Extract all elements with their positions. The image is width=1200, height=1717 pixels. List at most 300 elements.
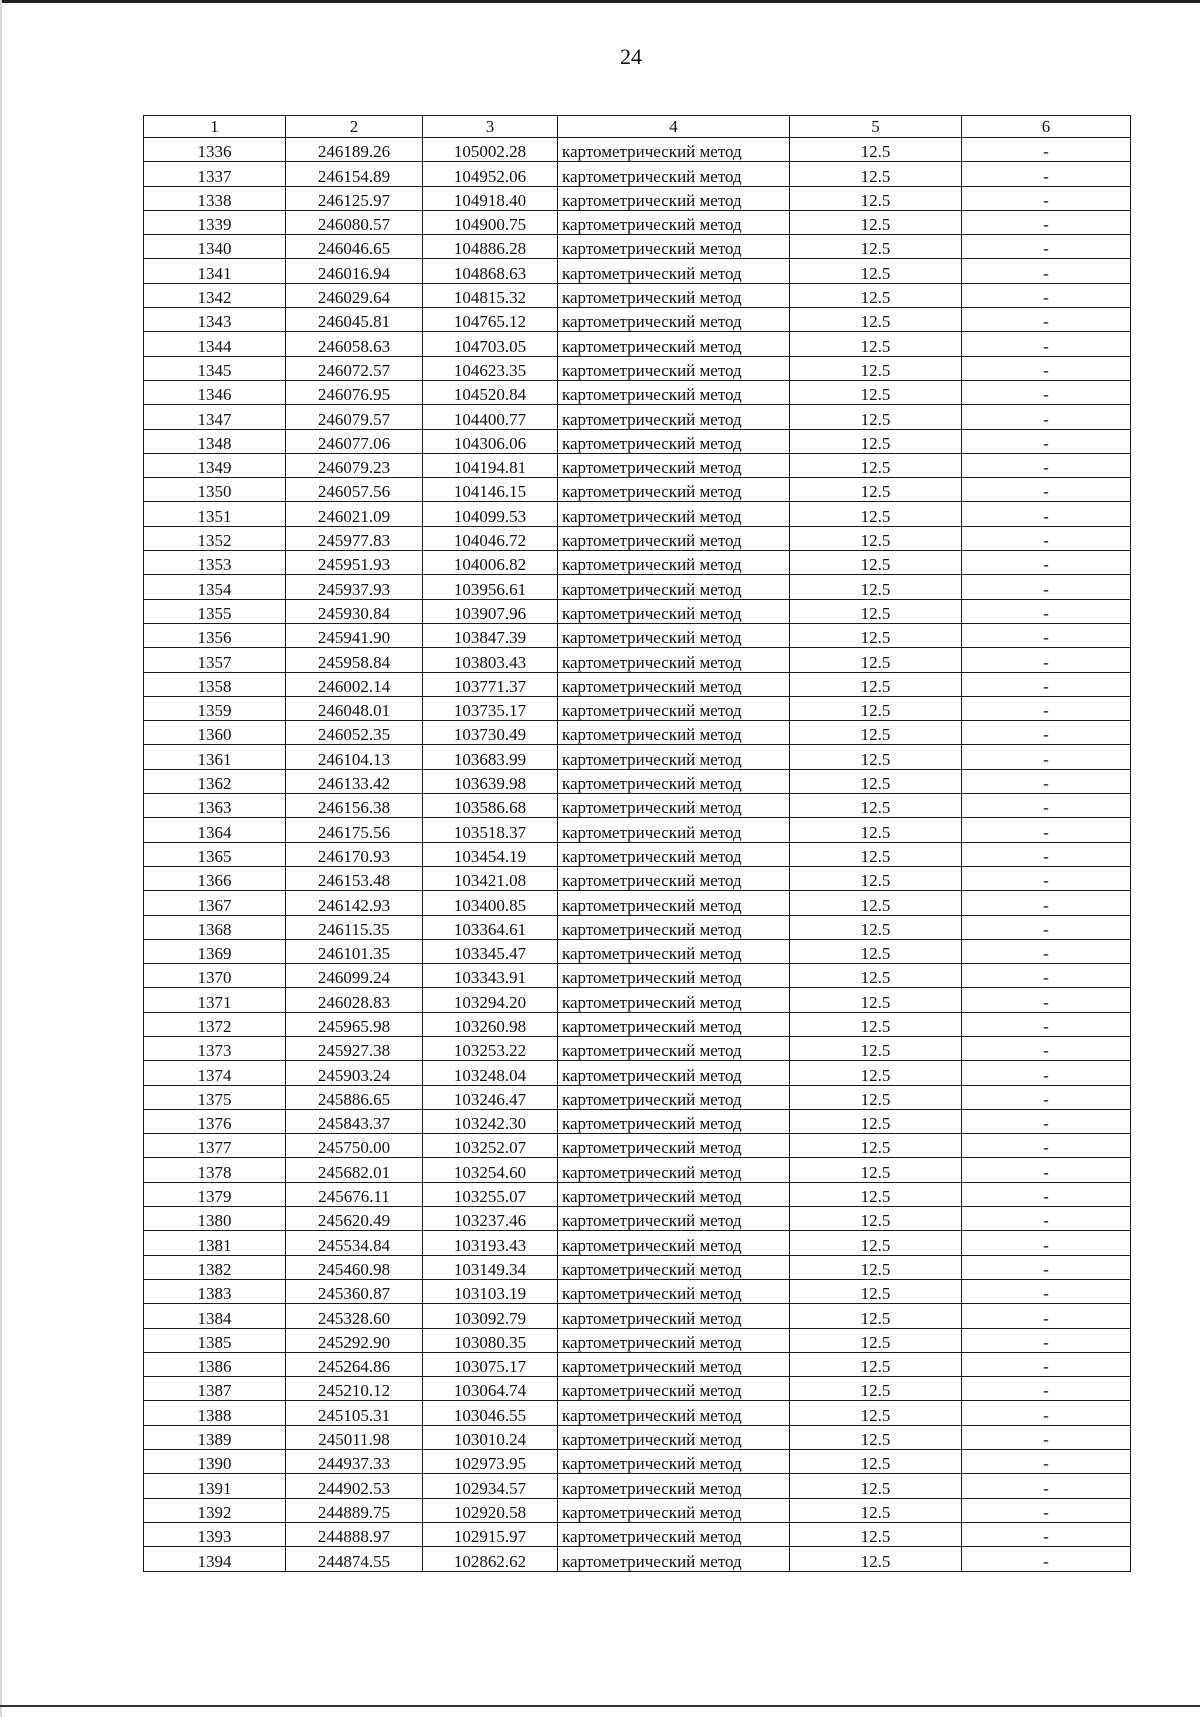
y-coordinate-cell: 104900.75 xyxy=(423,210,558,234)
note-cell: - xyxy=(962,210,1131,234)
point-number-cell: 1389 xyxy=(144,1425,286,1449)
table-row xyxy=(144,696,1131,720)
table-row xyxy=(144,429,1131,453)
point-number-cell: 1382 xyxy=(144,1255,286,1279)
table-row xyxy=(144,356,1131,380)
accuracy-cell: 12.5 xyxy=(790,1450,962,1474)
x-coordinate-cell: 245930.84 xyxy=(286,599,423,623)
note-cell: - xyxy=(962,842,1131,866)
note-cell: - xyxy=(962,502,1131,526)
x-coordinate-cell: 245682.01 xyxy=(286,1158,423,1182)
x-coordinate-cell: 246072.57 xyxy=(286,356,423,380)
y-coordinate-cell: 103103.19 xyxy=(423,1279,558,1303)
point-number-cell: 1385 xyxy=(144,1328,286,1352)
x-coordinate-cell: 245105.31 xyxy=(286,1401,423,1425)
y-coordinate-cell: 103956.61 xyxy=(423,575,558,599)
note-cell: - xyxy=(962,1279,1131,1303)
table-row xyxy=(144,1207,1131,1231)
method-cell: картометрический метод xyxy=(558,599,790,623)
method-cell: картометрический метод xyxy=(558,721,790,745)
accuracy-cell: 12.5 xyxy=(790,988,962,1012)
x-coordinate-cell: 244937.33 xyxy=(286,1450,423,1474)
note-cell: - xyxy=(962,1522,1131,1546)
note-cell: - xyxy=(962,1207,1131,1231)
x-coordinate-cell: 245750.00 xyxy=(286,1134,423,1158)
note-cell: - xyxy=(962,138,1131,162)
table-row xyxy=(144,1182,1131,1206)
x-coordinate-cell: 245264.86 xyxy=(286,1352,423,1376)
table-row xyxy=(144,502,1131,526)
table-row xyxy=(144,672,1131,696)
table-row xyxy=(144,1134,1131,1158)
method-cell: картометрический метод xyxy=(558,1377,790,1401)
method-cell: картометрический метод xyxy=(558,1158,790,1182)
point-number-cell: 1348 xyxy=(144,429,286,453)
y-coordinate-cell: 103847.39 xyxy=(423,623,558,647)
table-row xyxy=(144,1109,1131,1133)
method-cell: картометрический метод xyxy=(558,988,790,1012)
point-number-cell: 1342 xyxy=(144,283,286,307)
accuracy-cell: 12.5 xyxy=(790,1425,962,1449)
accuracy-cell: 12.5 xyxy=(790,648,962,672)
accuracy-cell: 12.5 xyxy=(790,866,962,890)
y-coordinate-cell: 103730.49 xyxy=(423,721,558,745)
table-row xyxy=(144,818,1131,842)
accuracy-cell: 12.5 xyxy=(790,1036,962,1060)
point-number-cell: 1338 xyxy=(144,186,286,210)
y-coordinate-cell: 104400.77 xyxy=(423,405,558,429)
y-coordinate-cell: 103345.47 xyxy=(423,939,558,963)
header-cell: 4 xyxy=(558,116,790,138)
note-cell: - xyxy=(962,186,1131,210)
point-number-cell: 1350 xyxy=(144,478,286,502)
method-cell: картометрический метод xyxy=(558,1498,790,1522)
y-coordinate-cell: 104703.05 xyxy=(423,332,558,356)
accuracy-cell: 12.5 xyxy=(790,453,962,477)
accuracy-cell: 12.5 xyxy=(790,429,962,453)
method-cell: картометрический метод xyxy=(558,478,790,502)
note-cell: - xyxy=(962,575,1131,599)
method-cell: картометрический метод xyxy=(558,623,790,647)
x-coordinate-cell: 246101.35 xyxy=(286,939,423,963)
method-cell: картометрический метод xyxy=(558,526,790,550)
x-coordinate-cell: 246142.93 xyxy=(286,891,423,915)
point-number-cell: 1365 xyxy=(144,842,286,866)
note-cell: - xyxy=(962,1085,1131,1109)
accuracy-cell: 12.5 xyxy=(790,235,962,259)
point-number-cell: 1375 xyxy=(144,1085,286,1109)
method-cell: картометрический метод xyxy=(558,1085,790,1109)
table-row xyxy=(144,648,1131,672)
point-number-cell: 1392 xyxy=(144,1498,286,1522)
x-coordinate-cell: 245941.90 xyxy=(286,623,423,647)
note-cell: - xyxy=(962,794,1131,818)
point-number-cell: 1336 xyxy=(144,138,286,162)
x-coordinate-cell: 245360.87 xyxy=(286,1279,423,1303)
y-coordinate-cell: 103248.04 xyxy=(423,1061,558,1085)
table-row xyxy=(144,138,1131,162)
note-cell: - xyxy=(962,696,1131,720)
table-row xyxy=(144,1547,1131,1571)
point-number-cell: 1347 xyxy=(144,405,286,429)
table-row xyxy=(144,1279,1131,1303)
method-cell: картометрический метод xyxy=(558,1401,790,1425)
accuracy-cell: 12.5 xyxy=(790,696,962,720)
table-row xyxy=(144,210,1131,234)
method-cell: картометрический метод xyxy=(558,1352,790,1376)
y-coordinate-cell: 102920.58 xyxy=(423,1498,558,1522)
note-cell: - xyxy=(962,1450,1131,1474)
note-cell: - xyxy=(962,1255,1131,1279)
point-number-cell: 1354 xyxy=(144,575,286,599)
note-cell: - xyxy=(962,939,1131,963)
method-cell: картометрический метод xyxy=(558,745,790,769)
x-coordinate-cell: 246021.09 xyxy=(286,502,423,526)
y-coordinate-cell: 103639.98 xyxy=(423,769,558,793)
accuracy-cell: 12.5 xyxy=(790,1304,962,1328)
table-row xyxy=(144,745,1131,769)
accuracy-cell: 12.5 xyxy=(790,964,962,988)
accuracy-cell: 12.5 xyxy=(790,672,962,696)
point-number-cell: 1362 xyxy=(144,769,286,793)
method-cell: картометрический метод xyxy=(558,575,790,599)
method-cell: картометрический метод xyxy=(558,818,790,842)
coordinates-table xyxy=(143,115,1131,1572)
table-row xyxy=(144,891,1131,915)
method-cell: картометрический метод xyxy=(558,842,790,866)
note-cell: - xyxy=(962,1328,1131,1352)
x-coordinate-cell: 246133.42 xyxy=(286,769,423,793)
method-cell: картометрический метод xyxy=(558,1231,790,1255)
point-number-cell: 1371 xyxy=(144,988,286,1012)
method-cell: картометрический метод xyxy=(558,1207,790,1231)
accuracy-cell: 12.5 xyxy=(790,1231,962,1255)
accuracy-cell: 12.5 xyxy=(790,1352,962,1376)
x-coordinate-cell: 245927.38 xyxy=(286,1036,423,1060)
point-number-cell: 1394 xyxy=(144,1547,286,1571)
table-row xyxy=(144,1498,1131,1522)
method-cell: картометрический метод xyxy=(558,1012,790,1036)
y-coordinate-cell: 104306.06 xyxy=(423,429,558,453)
accuracy-cell: 12.5 xyxy=(790,308,962,332)
note-cell: - xyxy=(962,1061,1131,1085)
accuracy-cell: 12.5 xyxy=(790,138,962,162)
accuracy-cell: 12.5 xyxy=(790,1255,962,1279)
note-cell: - xyxy=(962,745,1131,769)
method-cell: картометрический метод xyxy=(558,939,790,963)
method-cell: картометрический метод xyxy=(558,138,790,162)
note-cell: - xyxy=(962,162,1131,186)
point-number-cell: 1387 xyxy=(144,1377,286,1401)
y-coordinate-cell: 104046.72 xyxy=(423,526,558,550)
method-cell: картометрический метод xyxy=(558,356,790,380)
x-coordinate-cell: 246125.97 xyxy=(286,186,423,210)
method-cell: картометрический метод xyxy=(558,405,790,429)
point-number-cell: 1381 xyxy=(144,1231,286,1255)
method-cell: картометрический метод xyxy=(558,1061,790,1085)
accuracy-cell: 12.5 xyxy=(790,818,962,842)
point-number-cell: 1390 xyxy=(144,1450,286,1474)
method-cell: картометрический метод xyxy=(558,1109,790,1133)
accuracy-cell: 12.5 xyxy=(790,283,962,307)
table-row xyxy=(144,235,1131,259)
x-coordinate-cell: 245210.12 xyxy=(286,1377,423,1401)
x-coordinate-cell: 245977.83 xyxy=(286,526,423,550)
note-cell: - xyxy=(962,405,1131,429)
method-cell: картометрический метод xyxy=(558,551,790,575)
table-row xyxy=(144,162,1131,186)
x-coordinate-cell: 245460.98 xyxy=(286,1255,423,1279)
x-coordinate-cell: 246048.01 xyxy=(286,696,423,720)
accuracy-cell: 12.5 xyxy=(790,769,962,793)
point-number-cell: 1373 xyxy=(144,1036,286,1060)
method-cell: картометрический метод xyxy=(558,915,790,939)
point-number-cell: 1380 xyxy=(144,1207,286,1231)
accuracy-cell: 12.5 xyxy=(790,1158,962,1182)
point-number-cell: 1370 xyxy=(144,964,286,988)
accuracy-cell: 12.5 xyxy=(790,1134,962,1158)
accuracy-cell: 12.5 xyxy=(790,794,962,818)
y-coordinate-cell: 104006.82 xyxy=(423,551,558,575)
y-coordinate-cell: 103075.17 xyxy=(423,1352,558,1376)
point-number-cell: 1360 xyxy=(144,721,286,745)
note-cell: - xyxy=(962,866,1131,890)
y-coordinate-cell: 102915.97 xyxy=(423,1522,558,1546)
x-coordinate-cell: 246029.64 xyxy=(286,283,423,307)
accuracy-cell: 12.5 xyxy=(790,210,962,234)
accuracy-cell: 12.5 xyxy=(790,1328,962,1352)
method-cell: картометрический метод xyxy=(558,672,790,696)
y-coordinate-cell: 104520.84 xyxy=(423,380,558,404)
method-cell: картометрический метод xyxy=(558,235,790,259)
table-row xyxy=(144,769,1131,793)
table-row xyxy=(144,405,1131,429)
note-cell: - xyxy=(962,259,1131,283)
table-row xyxy=(144,283,1131,307)
method-cell: картометрический метод xyxy=(558,1036,790,1060)
accuracy-cell: 12.5 xyxy=(790,162,962,186)
accuracy-cell: 12.5 xyxy=(790,1522,962,1546)
method-cell: картометрический метод xyxy=(558,186,790,210)
note-cell: - xyxy=(962,623,1131,647)
x-coordinate-cell: 246156.38 xyxy=(286,794,423,818)
note-cell: - xyxy=(962,648,1131,672)
y-coordinate-cell: 103400.85 xyxy=(423,891,558,915)
table-row xyxy=(144,842,1131,866)
accuracy-cell: 12.5 xyxy=(790,478,962,502)
accuracy-cell: 12.5 xyxy=(790,526,962,550)
table-row xyxy=(144,1377,1131,1401)
note-cell: - xyxy=(962,1182,1131,1206)
table-row xyxy=(144,1231,1131,1255)
x-coordinate-cell: 245951.93 xyxy=(286,551,423,575)
method-cell: картометрический метод xyxy=(558,1255,790,1279)
y-coordinate-cell: 104146.15 xyxy=(423,478,558,502)
y-coordinate-cell: 102934.57 xyxy=(423,1474,558,1498)
x-coordinate-cell: 244874.55 xyxy=(286,1547,423,1571)
note-cell: - xyxy=(962,332,1131,356)
y-coordinate-cell: 103771.37 xyxy=(423,672,558,696)
method-cell: картометрический метод xyxy=(558,964,790,988)
point-number-cell: 1388 xyxy=(144,1401,286,1425)
point-number-cell: 1352 xyxy=(144,526,286,550)
note-cell: - xyxy=(962,721,1131,745)
point-number-cell: 1361 xyxy=(144,745,286,769)
accuracy-cell: 12.5 xyxy=(790,380,962,404)
y-coordinate-cell: 103246.47 xyxy=(423,1085,558,1109)
method-cell: картометрический метод xyxy=(558,866,790,890)
note-cell: - xyxy=(962,891,1131,915)
x-coordinate-cell: 244888.97 xyxy=(286,1522,423,1546)
y-coordinate-cell: 103254.60 xyxy=(423,1158,558,1182)
x-coordinate-cell: 244902.53 xyxy=(286,1474,423,1498)
table-row xyxy=(144,1425,1131,1449)
point-number-cell: 1356 xyxy=(144,623,286,647)
x-coordinate-cell: 246058.63 xyxy=(286,332,423,356)
method-cell: картометрический метод xyxy=(558,1182,790,1206)
y-coordinate-cell: 103092.79 xyxy=(423,1304,558,1328)
y-coordinate-cell: 103046.55 xyxy=(423,1401,558,1425)
accuracy-cell: 12.5 xyxy=(790,721,962,745)
accuracy-cell: 12.5 xyxy=(790,1182,962,1206)
method-cell: картометрический метод xyxy=(558,429,790,453)
x-coordinate-cell: 246076.95 xyxy=(286,380,423,404)
note-cell: - xyxy=(962,988,1131,1012)
method-cell: картометрический метод xyxy=(558,283,790,307)
x-coordinate-cell: 245886.65 xyxy=(286,1085,423,1109)
method-cell: картометрический метод xyxy=(558,162,790,186)
table-row xyxy=(144,964,1131,988)
y-coordinate-cell: 103010.24 xyxy=(423,1425,558,1449)
point-number-cell: 1355 xyxy=(144,599,286,623)
point-number-cell: 1372 xyxy=(144,1012,286,1036)
table-row xyxy=(144,1401,1131,1425)
header-cell: 3 xyxy=(423,116,558,138)
accuracy-cell: 12.5 xyxy=(790,356,962,380)
note-cell: - xyxy=(962,1304,1131,1328)
accuracy-cell: 12.5 xyxy=(790,1207,962,1231)
y-coordinate-cell: 104815.32 xyxy=(423,283,558,307)
point-number-cell: 1337 xyxy=(144,162,286,186)
x-coordinate-cell: 246077.06 xyxy=(286,429,423,453)
x-coordinate-cell: 245328.60 xyxy=(286,1304,423,1328)
y-coordinate-cell: 103149.34 xyxy=(423,1255,558,1279)
note-cell: - xyxy=(962,1036,1131,1060)
accuracy-cell: 12.5 xyxy=(790,1401,962,1425)
y-coordinate-cell: 103064.74 xyxy=(423,1377,558,1401)
point-number-cell: 1384 xyxy=(144,1304,286,1328)
accuracy-cell: 12.5 xyxy=(790,1061,962,1085)
scan-bottom-border xyxy=(0,1705,1200,1707)
y-coordinate-cell: 103803.43 xyxy=(423,648,558,672)
table-header-row xyxy=(144,116,1131,138)
y-coordinate-cell: 103294.20 xyxy=(423,988,558,1012)
table-row xyxy=(144,623,1131,647)
method-cell: картометрический метод xyxy=(558,769,790,793)
method-cell: картометрический метод xyxy=(558,1425,790,1449)
accuracy-cell: 12.5 xyxy=(790,1279,962,1303)
y-coordinate-cell: 103683.99 xyxy=(423,745,558,769)
method-cell: картометрический метод xyxy=(558,648,790,672)
accuracy-cell: 12.5 xyxy=(790,1377,962,1401)
y-coordinate-cell: 103518.37 xyxy=(423,818,558,842)
x-coordinate-cell: 246115.35 xyxy=(286,915,423,939)
table-row xyxy=(144,380,1131,404)
table-row xyxy=(144,1036,1131,1060)
method-cell: картометрический метод xyxy=(558,1522,790,1546)
point-number-cell: 1341 xyxy=(144,259,286,283)
table-row xyxy=(144,988,1131,1012)
accuracy-cell: 12.5 xyxy=(790,1012,962,1036)
note-cell: - xyxy=(962,1109,1131,1133)
x-coordinate-cell: 245843.37 xyxy=(286,1109,423,1133)
y-coordinate-cell: 103586.68 xyxy=(423,794,558,818)
point-number-cell: 1346 xyxy=(144,380,286,404)
table-row xyxy=(144,453,1131,477)
note-cell: - xyxy=(962,1231,1131,1255)
note-cell: - xyxy=(962,915,1131,939)
method-cell: картометрический метод xyxy=(558,1279,790,1303)
table-row xyxy=(144,1012,1131,1036)
table-row xyxy=(144,721,1131,745)
y-coordinate-cell: 103907.96 xyxy=(423,599,558,623)
table-row xyxy=(144,308,1131,332)
y-coordinate-cell: 104918.40 xyxy=(423,186,558,210)
note-cell: - xyxy=(962,1425,1131,1449)
x-coordinate-cell: 246057.56 xyxy=(286,478,423,502)
y-coordinate-cell: 104194.81 xyxy=(423,453,558,477)
table-row xyxy=(144,794,1131,818)
accuracy-cell: 12.5 xyxy=(790,915,962,939)
point-number-cell: 1378 xyxy=(144,1158,286,1182)
method-cell: картометрический метод xyxy=(558,380,790,404)
x-coordinate-cell: 245965.98 xyxy=(286,1012,423,1036)
y-coordinate-cell: 103242.30 xyxy=(423,1109,558,1133)
accuracy-cell: 12.5 xyxy=(790,186,962,210)
coordinates-table-container xyxy=(143,115,1130,1572)
y-coordinate-cell: 103454.19 xyxy=(423,842,558,866)
header-cell: 1 xyxy=(144,116,286,138)
x-coordinate-cell: 245958.84 xyxy=(286,648,423,672)
y-coordinate-cell: 103260.98 xyxy=(423,1012,558,1036)
method-cell: картометрический метод xyxy=(558,502,790,526)
y-coordinate-cell: 103735.17 xyxy=(423,696,558,720)
note-cell: - xyxy=(962,429,1131,453)
x-coordinate-cell: 246080.57 xyxy=(286,210,423,234)
point-number-cell: 1377 xyxy=(144,1134,286,1158)
accuracy-cell: 12.5 xyxy=(790,551,962,575)
note-cell: - xyxy=(962,599,1131,623)
point-number-cell: 1345 xyxy=(144,356,286,380)
x-coordinate-cell: 245676.11 xyxy=(286,1182,423,1206)
point-number-cell: 1359 xyxy=(144,696,286,720)
y-coordinate-cell: 104886.28 xyxy=(423,235,558,259)
table-row xyxy=(144,1085,1131,1109)
method-cell: картометрический метод xyxy=(558,1328,790,1352)
method-cell: картометрический метод xyxy=(558,794,790,818)
y-coordinate-cell: 104099.53 xyxy=(423,502,558,526)
x-coordinate-cell: 246046.65 xyxy=(286,235,423,259)
method-cell: картометрический метод xyxy=(558,1450,790,1474)
y-coordinate-cell: 104765.12 xyxy=(423,308,558,332)
table-row xyxy=(144,1450,1131,1474)
note-cell: - xyxy=(962,283,1131,307)
table-row xyxy=(144,599,1131,623)
accuracy-cell: 12.5 xyxy=(790,623,962,647)
point-number-cell: 1340 xyxy=(144,235,286,259)
point-number-cell: 1358 xyxy=(144,672,286,696)
table-row xyxy=(144,866,1131,890)
